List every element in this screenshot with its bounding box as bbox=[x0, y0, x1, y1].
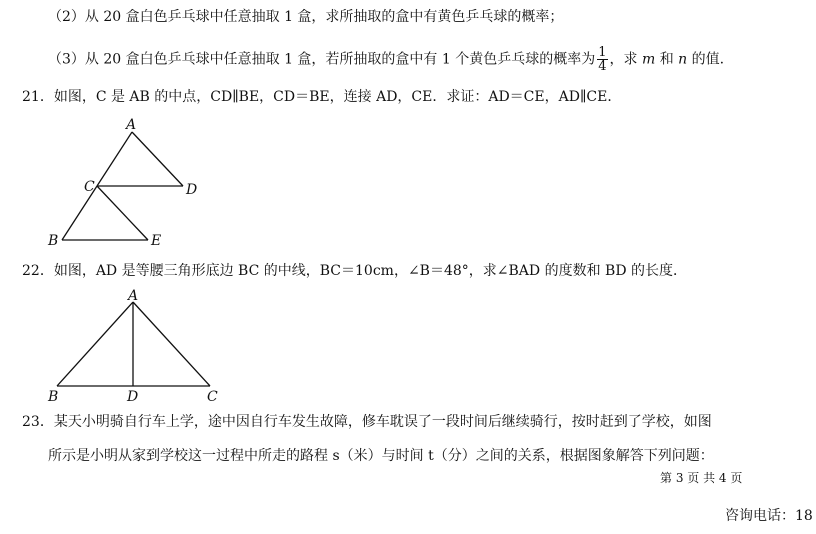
q22-text: 22．如图，AD 是等腰三角形底边 BC 的中线，BC＝10cm，∠B＝48°，求∠BAD 的度数和 BD 的长度． bbox=[22, 263, 687, 279]
label-B: B bbox=[48, 233, 59, 249]
probability-fraction bbox=[597, 46, 607, 73]
q23-line1: 23．某天小明骑自行车上学，途中因自行车发生故障，修车耽误了一段时间后继续骑行，按时赶到了学校，如图 bbox=[22, 414, 712, 430]
q22-figure bbox=[40, 288, 230, 402]
q21-text: 21．如图，C 是 AB 的中点，CD∥BE，CD＝BE，连接 AD，CE．求证：AD＝CE，AD∥CE． bbox=[22, 89, 622, 105]
segment-CE bbox=[97, 186, 148, 240]
fraction-numerator: 1 bbox=[598, 45, 607, 60]
q20-part3-b: ，求 bbox=[609, 51, 642, 68]
q20-part2-text: （2）从 20 盒白色乒乓球中任意抽取 1 盒，求所抽取的盒中有黄色乒乓球的概率； bbox=[48, 9, 564, 25]
label-C: C bbox=[84, 179, 95, 195]
label-A: A bbox=[128, 288, 139, 304]
segment-AD bbox=[132, 132, 183, 186]
segment-AC bbox=[133, 302, 210, 386]
contact-phone: 咨询电话：18 bbox=[725, 508, 813, 524]
q23-line2: 所示是小明从家到学校这一过程中所走的路程 s（米）与时间 t（分）之间的关系，根据图象解答下列问题： bbox=[48, 448, 714, 464]
var-n: n bbox=[678, 51, 688, 68]
q21-figure bbox=[40, 114, 200, 250]
label-D: D bbox=[186, 182, 198, 198]
fraction-denominator: 4 bbox=[598, 59, 607, 74]
page-number: 第 3 页 共 4 页 bbox=[660, 471, 743, 485]
segment-AC bbox=[97, 132, 132, 186]
q20-part3-c: 和 bbox=[655, 51, 679, 68]
label-B: B bbox=[48, 389, 59, 402]
label-E: E bbox=[151, 233, 162, 249]
var-m: m bbox=[641, 51, 656, 68]
label-C: C bbox=[207, 389, 218, 402]
q20-part3-text bbox=[48, 46, 724, 73]
q20-part3-d: 的值. bbox=[687, 51, 725, 68]
segment-AB bbox=[57, 302, 133, 386]
label-A: A bbox=[126, 117, 137, 133]
q20-part3-a: （3）从 20 盒白色乒乓球中任意抽取 1 盒，若所抽取的盒中有 1 个黄色乒乓球的概率为 bbox=[48, 51, 596, 68]
label-D: D bbox=[127, 389, 139, 402]
